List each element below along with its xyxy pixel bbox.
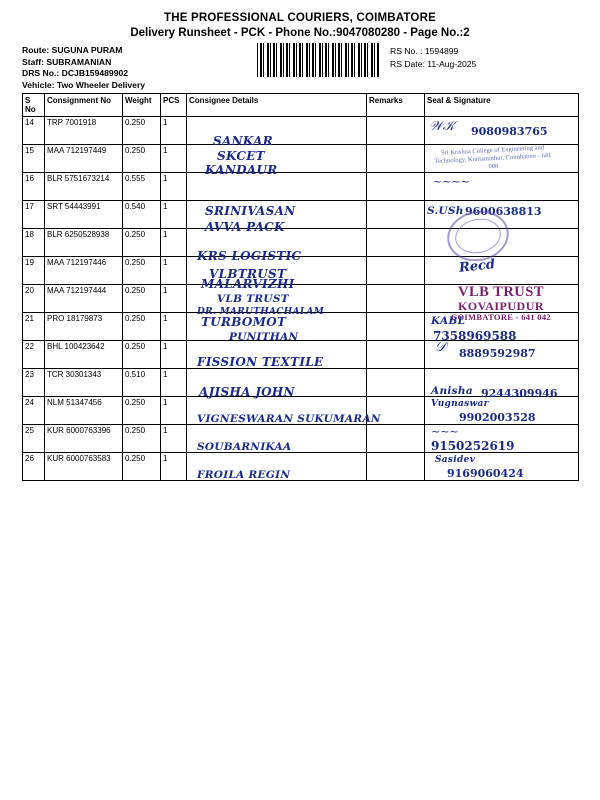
cell-pcs: 1 (161, 369, 187, 397)
signature-mark: ~~~ (431, 425, 459, 438)
meta-section (22, 45, 578, 89)
cell-signature (425, 257, 579, 285)
cell-remarks (367, 201, 425, 229)
cell-signature (425, 453, 579, 481)
vlb-line3: COIMBATORE - 641 042 (451, 311, 551, 322)
cell-signature (425, 397, 579, 425)
signature-mark: ~~~~ (433, 175, 470, 188)
cell-weight: 0.250 (123, 117, 161, 145)
handwritten-consignee: AVVA PACK (205, 220, 285, 234)
table-row (23, 145, 579, 173)
signature-phone: 9244309946 (481, 387, 558, 400)
cell-weight: 0.250 (123, 341, 161, 369)
table-row (23, 285, 579, 313)
table-row (23, 453, 579, 481)
meta-right-block (390, 45, 476, 70)
route-label: Route: SUGUNA PURAM (22, 45, 123, 55)
handwritten-consignee: KRS LOGISTIC (197, 249, 302, 263)
cell-remarks (367, 229, 425, 257)
handwritten-consignee-extra: VLBTRUST (209, 267, 287, 281)
col-pcs: PCS (161, 94, 187, 117)
cell-signature (425, 117, 579, 145)
handwritten-consignee: AJISHA JOHN (199, 385, 295, 399)
cell-weight: 0.250 (123, 425, 161, 453)
cell-signature (425, 369, 579, 400)
cell-sno: 18 (23, 229, 45, 257)
cell-sno: 19 (23, 257, 45, 285)
barcode-bars (257, 43, 379, 77)
cell-consignment: BLR 5751673214 (45, 173, 123, 201)
signature-name: Sasidev (435, 455, 476, 465)
cell-consignee (187, 397, 381, 425)
cell-consignee (187, 341, 367, 369)
cell-consignee (187, 277, 367, 317)
col-signature: Seal & Signature (425, 94, 579, 117)
cell-consignee (187, 453, 367, 481)
cell-remarks (367, 257, 425, 285)
handwritten-consignee: KANDAUR (205, 163, 278, 177)
cell-weight: 0.250 (123, 257, 161, 285)
cell-consignment: KUR 6000763583 (45, 453, 123, 481)
signature-mark: 𝒲𝒦 (429, 119, 455, 134)
cell-consignment: MAA 712197446 (45, 257, 123, 285)
runsheet-table (22, 93, 579, 481)
handwritten-consignee: SRINIVASAN (205, 204, 296, 218)
signature-phone: 9150252619 (431, 439, 515, 453)
cell-sno: 15 (23, 145, 45, 173)
rs-date-label: RS Date: 11-Aug-2025 (390, 58, 477, 69)
cell-pcs: 1 (161, 229, 187, 257)
col-remarks: Remarks (367, 94, 425, 117)
cell-weight: 0.250 (123, 397, 161, 425)
rs-no-label: RS No. : 1594899 (390, 46, 459, 56)
cell-signature (425, 313, 579, 341)
vehicle-label: Vehicle: Two Wheeler Delivery (22, 79, 146, 90)
signature-phone: 8889592987 (459, 347, 536, 360)
handwritten-consignee: VLB TRUST (217, 293, 289, 305)
signature-name: Vugnaswar (431, 399, 489, 409)
cell-remarks (367, 313, 425, 341)
cell-weight: 0.250 (123, 229, 161, 257)
cell-sno: 21 (23, 313, 45, 341)
col-weight: Weight (123, 94, 161, 117)
cell-signature (425, 341, 579, 369)
signature-mark: 𝒟 (435, 339, 447, 355)
cell-sno: 20 (23, 285, 45, 313)
signature-phone: 9902003528 (459, 411, 536, 424)
signature-phone: 9080983765 (471, 125, 548, 138)
cell-signature (425, 229, 579, 257)
col-consignment: Consignment No (45, 94, 123, 117)
handwritten-consignee: SOUBARNIKAA (197, 441, 292, 453)
barcode (257, 43, 379, 77)
cell-signature (425, 145, 579, 173)
handwritten-consignee-extra: FROILA REGIN (197, 469, 291, 481)
document-header (0, 0, 600, 39)
cell-remarks (367, 369, 425, 397)
handwritten-consignee-extra: MALARVIZHI (201, 277, 295, 291)
cell-sno: 14 (23, 117, 45, 145)
cell-signature (425, 425, 579, 453)
table-row (23, 369, 579, 397)
cell-weight: 0.540 (123, 201, 161, 229)
cell-sno: 24 (23, 397, 45, 425)
handwritten-consignee-extra: PUNITHAN (229, 331, 299, 343)
handwritten-consignee: SKCET (217, 149, 265, 163)
cell-sno: 22 (23, 341, 45, 369)
signature-phone: 9600638813 (465, 205, 542, 218)
cell-consignee (187, 117, 367, 148)
cell-weight: 0.250 (123, 285, 161, 313)
cell-pcs: 1 (161, 145, 187, 173)
handwritten-consignee: TURBOMOT (201, 315, 287, 329)
cell-sno: 23 (23, 369, 45, 397)
cell-weight: 0.250 (123, 313, 161, 341)
table-row (23, 341, 579, 369)
company-title: THE PROFESSIONAL COURIERS, COIMBATORE (164, 12, 436, 24)
cell-remarks (367, 173, 425, 201)
cell-weight: 0.250 (123, 145, 161, 173)
cell-pcs: 1 (161, 173, 187, 201)
signature-name: KABL (431, 315, 466, 327)
cell-pcs: 1 (161, 397, 187, 425)
document-subtitle: Delivery Runsheet - PCK - Phone No.:9047080280 - Page No.:2 (130, 27, 470, 39)
cell-remarks (367, 453, 425, 481)
vlb-line1: VLB TRUST (457, 284, 545, 300)
cell-consignee (187, 369, 367, 397)
cell-signature (425, 173, 579, 201)
cell-pcs: 1 (161, 201, 187, 229)
cell-sno: 16 (23, 173, 45, 201)
cell-consignment: KUR 6000763396 (45, 425, 123, 453)
cell-sno: 17 (23, 201, 45, 229)
table-row (23, 313, 579, 341)
cell-consignment: TCR 30301343 (45, 369, 123, 397)
signature-name: S.USh (427, 205, 464, 217)
meta-left-block (22, 45, 145, 91)
cell-sno: 26 (23, 453, 45, 481)
staff-label: Staff: SUBRAMANIAN (22, 56, 112, 67)
cell-consignment: BLR 6250528938 (45, 229, 123, 257)
handwritten-consignee: VIGNESWARAN SUKUMARAN (197, 413, 381, 425)
table-row (23, 397, 579, 425)
table-body (23, 117, 579, 481)
table-row (23, 425, 579, 453)
table-header-row (23, 94, 579, 117)
handwritten-consignee: FISSION TEXTILE (197, 355, 324, 369)
cell-consignment: TRP 7001918 (45, 117, 123, 145)
cell-remarks (367, 341, 425, 369)
cell-consignment: PRO 18179873 (45, 313, 123, 341)
signature-phone: 7358969588 (433, 329, 517, 343)
table-row (23, 117, 579, 145)
cell-remarks (367, 285, 425, 313)
cell-pcs: 1 (161, 453, 187, 481)
cell-pcs: 1 (161, 313, 187, 341)
cell-consignment: NLM 51347456 (45, 397, 123, 425)
cell-pcs: 1 (161, 425, 187, 453)
col-consignee: Consignee Details (187, 94, 367, 117)
cell-weight: 0.510 (123, 369, 161, 397)
drs-label: DRS No.: DCJB159489902 (22, 68, 129, 78)
table-row (23, 257, 579, 285)
col-sno: S No (23, 94, 45, 117)
cell-consignee (187, 313, 367, 341)
handwritten-consignee: SANKAR (213, 134, 273, 148)
recd-stamp: Recd (458, 257, 496, 276)
cell-weight: 0.555 (123, 173, 161, 201)
cell-weight: 0.250 (123, 453, 161, 481)
cell-consignment: BHL 100423642 (45, 341, 123, 369)
cell-remarks (367, 145, 425, 173)
table-row (23, 173, 579, 201)
cell-consignee (187, 163, 367, 201)
cell-remarks (367, 117, 425, 145)
cell-consignment: MAA 712197444 (45, 285, 123, 313)
cell-pcs: 1 (161, 285, 187, 313)
cell-consignment: MAA 712197449 (45, 145, 123, 173)
vlb-line2: KOVAIPUDUR (457, 299, 545, 314)
cell-consignee (187, 425, 367, 453)
cell-pcs: 1 (161, 117, 187, 145)
handwritten-consignee-note: DR. MARUTHACHALAM (197, 307, 325, 317)
cell-pcs: 1 (161, 257, 187, 285)
signature-name: Anisha (431, 385, 473, 397)
signature-phone: 9169060424 (447, 467, 524, 480)
cell-sno: 25 (23, 425, 45, 453)
cell-consignment: SRT 54443991 (45, 201, 123, 229)
skcet-stamp: Sri Krishna College of Engineering and Technology, Kuniamuthur, Coimbatore - 641 008 (434, 144, 552, 171)
cell-pcs: 1 (161, 341, 187, 369)
cell-remarks (367, 425, 425, 453)
